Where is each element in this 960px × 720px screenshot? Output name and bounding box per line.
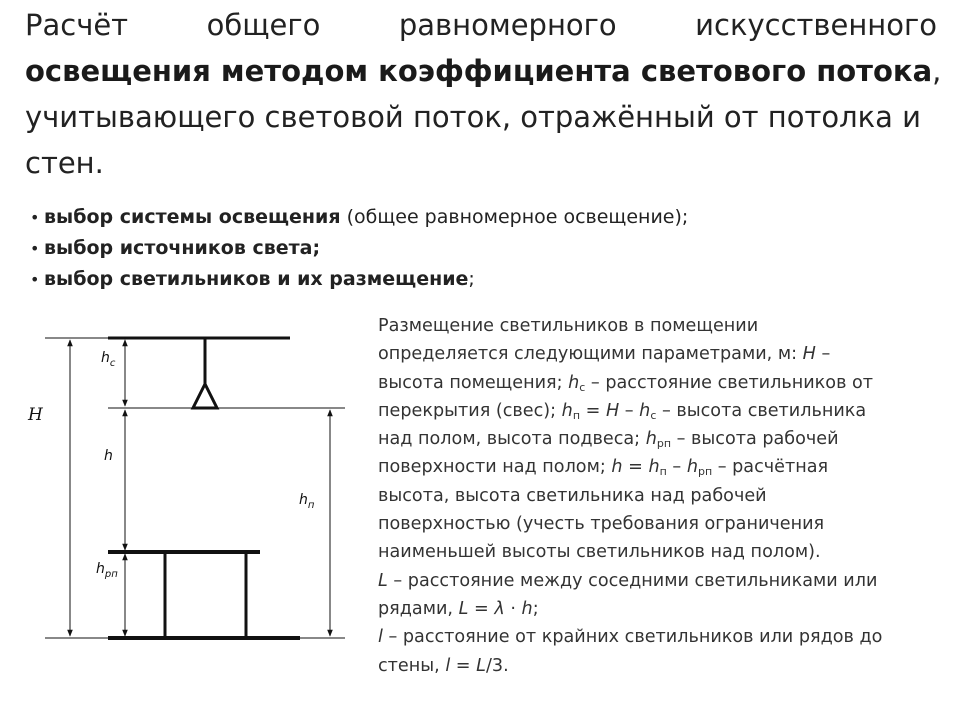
desc-line: перекрытия (свес); $h_п = H - h_с$ – высота светильника <box>378 400 867 422</box>
desc-line: l – расстояние от крайних светильников или рядов до <box>378 627 883 648</box>
desc-line: рядами, L = λ · h; <box>378 598 539 619</box>
steps-list <box>30 202 688 295</box>
list-item: • выбор светильников и их размещение; <box>30 264 688 295</box>
desc-line: Размещение светильников в помещении <box>378 316 759 336</box>
label-hc: $h_с$ <box>101 350 116 369</box>
title-line-3: учитывающего световой поток, отражённый от потолка и <box>25 100 922 134</box>
label-H: H <box>28 405 43 425</box>
desc-line: определяется следующими параметрами, м: H – <box>378 344 831 365</box>
list-item: • выбор источников света; <box>30 233 688 264</box>
label-hrp: $h_{рп}$ <box>96 561 118 580</box>
desc-line: высота помещения; $h_с$ – расстояние светильников от <box>378 372 874 394</box>
desc-line: высота, высота светильника над рабочей <box>378 485 767 506</box>
title-line-2: освещения методом коэффициента светового потока, <box>25 54 942 88</box>
label-hp: $h_п$ <box>299 492 315 511</box>
luminaire-icon <box>193 384 217 408</box>
title-line-1: Расчёт общего равномерного искусственного <box>25 8 937 42</box>
desc-line: поверхностью (учесть требования ограничения <box>378 514 825 535</box>
desc-line: над полом, высота подвеса; $h_{рп}$ – высота рабочей <box>378 429 839 451</box>
title-method-bold: освещения методом коэффициента светового потока <box>25 54 933 88</box>
parameters-description <box>378 312 948 680</box>
slide-title <box>25 2 942 186</box>
title-line-4: стен. <box>25 146 104 180</box>
bullet-icon: • <box>30 239 40 258</box>
desc-line: стены, l = L/3. <box>378 655 509 676</box>
luminaire-placement-diagram <box>0 300 370 660</box>
label-h: h <box>104 448 113 464</box>
desc-line: наименьшей высоты светильников над полом). <box>378 542 821 563</box>
bullet-icon: • <box>30 208 40 227</box>
list-item: • выбор системы освещения (общее равномерное освещение); <box>30 202 688 233</box>
desc-line: поверхности над полом; $h = h_п - h_{рп}$ – расчётная <box>378 457 829 479</box>
desc-line: L – расстояние между соседними светильниками или <box>378 570 878 591</box>
bullet-icon: • <box>30 270 40 289</box>
